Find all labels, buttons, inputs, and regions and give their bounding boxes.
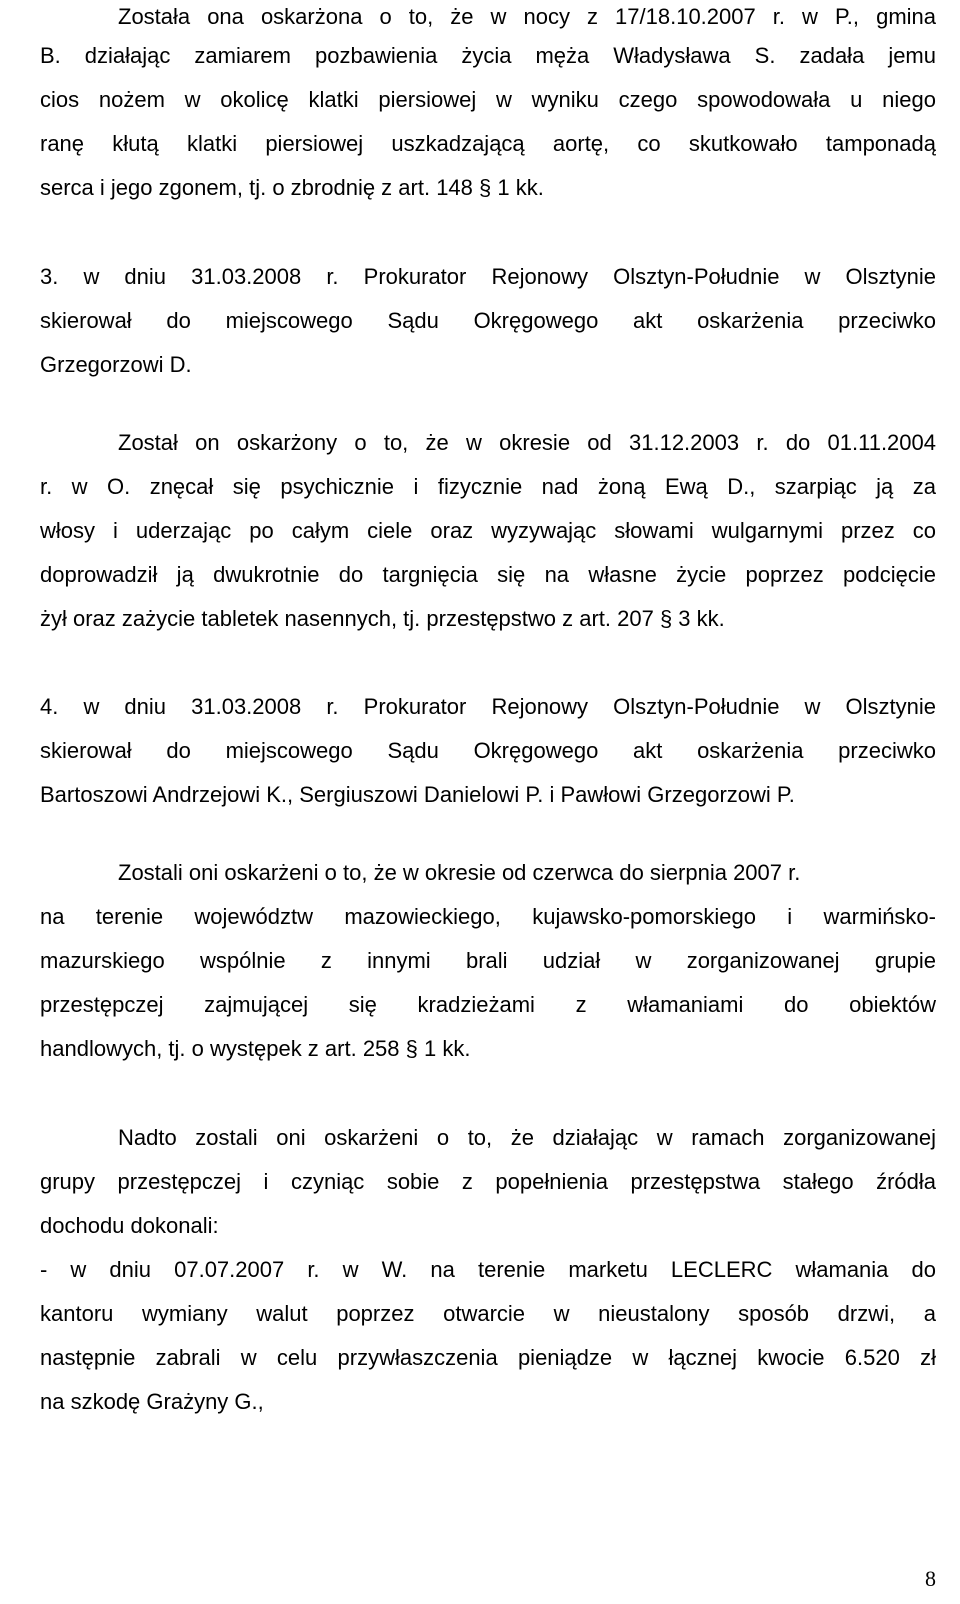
paragraph-line: kantoru wymiany walut poprzez otwarcie w nieustalony sposób drzwi, a xyxy=(40,1301,936,1326)
paragraph-line: następnie zabrali w celu przywłaszczenia pieniądze w łącznej kwocie 6.520 zł xyxy=(40,1345,936,1370)
paragraph-line: skierował do miejscowego Sądu Okręgowego akt oskarżenia przeciwko xyxy=(40,738,936,763)
paragraph-line: 3. w dniu 31.03.2008 r. Prokurator Rejonowy Olsztyn-Południe w Olsztynie xyxy=(40,264,936,289)
paragraph-line: przestępczej zajmującej się kradzieżami z włamaniami do obiektów xyxy=(40,992,936,1017)
paragraph-line: dochodu dokonali: xyxy=(40,1213,219,1238)
paragraph-line: Nadto zostali oni oskarżeni o to, że działając w ramach zorganizowanej xyxy=(118,1125,936,1150)
paragraph-line: skierował do miejscowego Sądu Okręgowego akt oskarżenia przeciwko xyxy=(40,308,936,333)
paragraph-line: 4. w dniu 31.03.2008 r. Prokurator Rejonowy Olsztyn-Południe w Olsztynie xyxy=(40,694,936,719)
paragraph-line: - w dniu 07.07.2007 r. w W. na terenie marketu LECLERC włamania do xyxy=(40,1257,936,1282)
paragraph-line: Grzegorzowi D. xyxy=(40,352,192,377)
paragraph-line: r. w O. znęcał się psychicznie i fizycznie nad żoną Ewą D., szarpiąc ją za xyxy=(40,474,936,499)
document-page xyxy=(40,0,936,1604)
page-number: 8 xyxy=(925,1566,936,1591)
paragraph-line: B. działając zamiarem pozbawienia życia męża Władysława S. zadała jemu xyxy=(40,43,936,68)
paragraph-line: serca i jego zgonem, tj. o zbrodnię z art. 148 § 1 kk. xyxy=(40,175,544,200)
paragraph-line: na szkodę Grażyny G., xyxy=(40,1389,264,1414)
paragraph-line: cios nożem w okolicę klatki piersiowej w wyniku czego spowodowała u niego xyxy=(40,87,936,112)
paragraph-line: ranę kłutą klatki piersiowej uszkadzającą aortę, co skutkowało tamponadą xyxy=(40,131,936,156)
paragraph-line: grupy przestępczej i czyniąc sobie z popełnienia przestępstwa stałego źródła xyxy=(40,1169,936,1194)
paragraph-line: mazurskiego wspólnie z innymi brali udział w zorganizowanej grupie xyxy=(40,948,936,973)
paragraph-line: handlowych, tj. o występek z art. 258 § 1 kk. xyxy=(40,1036,471,1061)
paragraph-line: Zostali oni oskarżeni o to, że w okresie od czerwca do sierpnia 2007 r. xyxy=(118,860,801,885)
paragraph-line: Została ona oskarżona o to, że w nocy z 17/18.10.2007 r. w P., gmina xyxy=(118,4,936,29)
paragraph-line: Został on oskarżony o to, że w okresie od 31.12.2003 r. do 01.11.2004 xyxy=(118,430,936,455)
paragraph-line: żył oraz zażycie tabletek nasennych, tj. przestępstwo z art. 207 § 3 kk. xyxy=(40,606,725,631)
paragraph-line: Bartoszowi Andrzejowi K., Sergiuszowi Danielowi P. i Pawłowi Grzegorzowi P. xyxy=(40,782,795,807)
paragraph-line: na terenie województw mazowieckiego, kujawsko-pomorskiego i warmińsko- xyxy=(40,904,936,929)
paragraph-line: doprowadził ją dwukrotnie do targnięcia się na własne życie poprzez podcięcie xyxy=(40,562,936,587)
paragraph-line: włosy i uderzając po całym ciele oraz wyzywając słowami wulgarnymi przez co xyxy=(40,518,936,543)
